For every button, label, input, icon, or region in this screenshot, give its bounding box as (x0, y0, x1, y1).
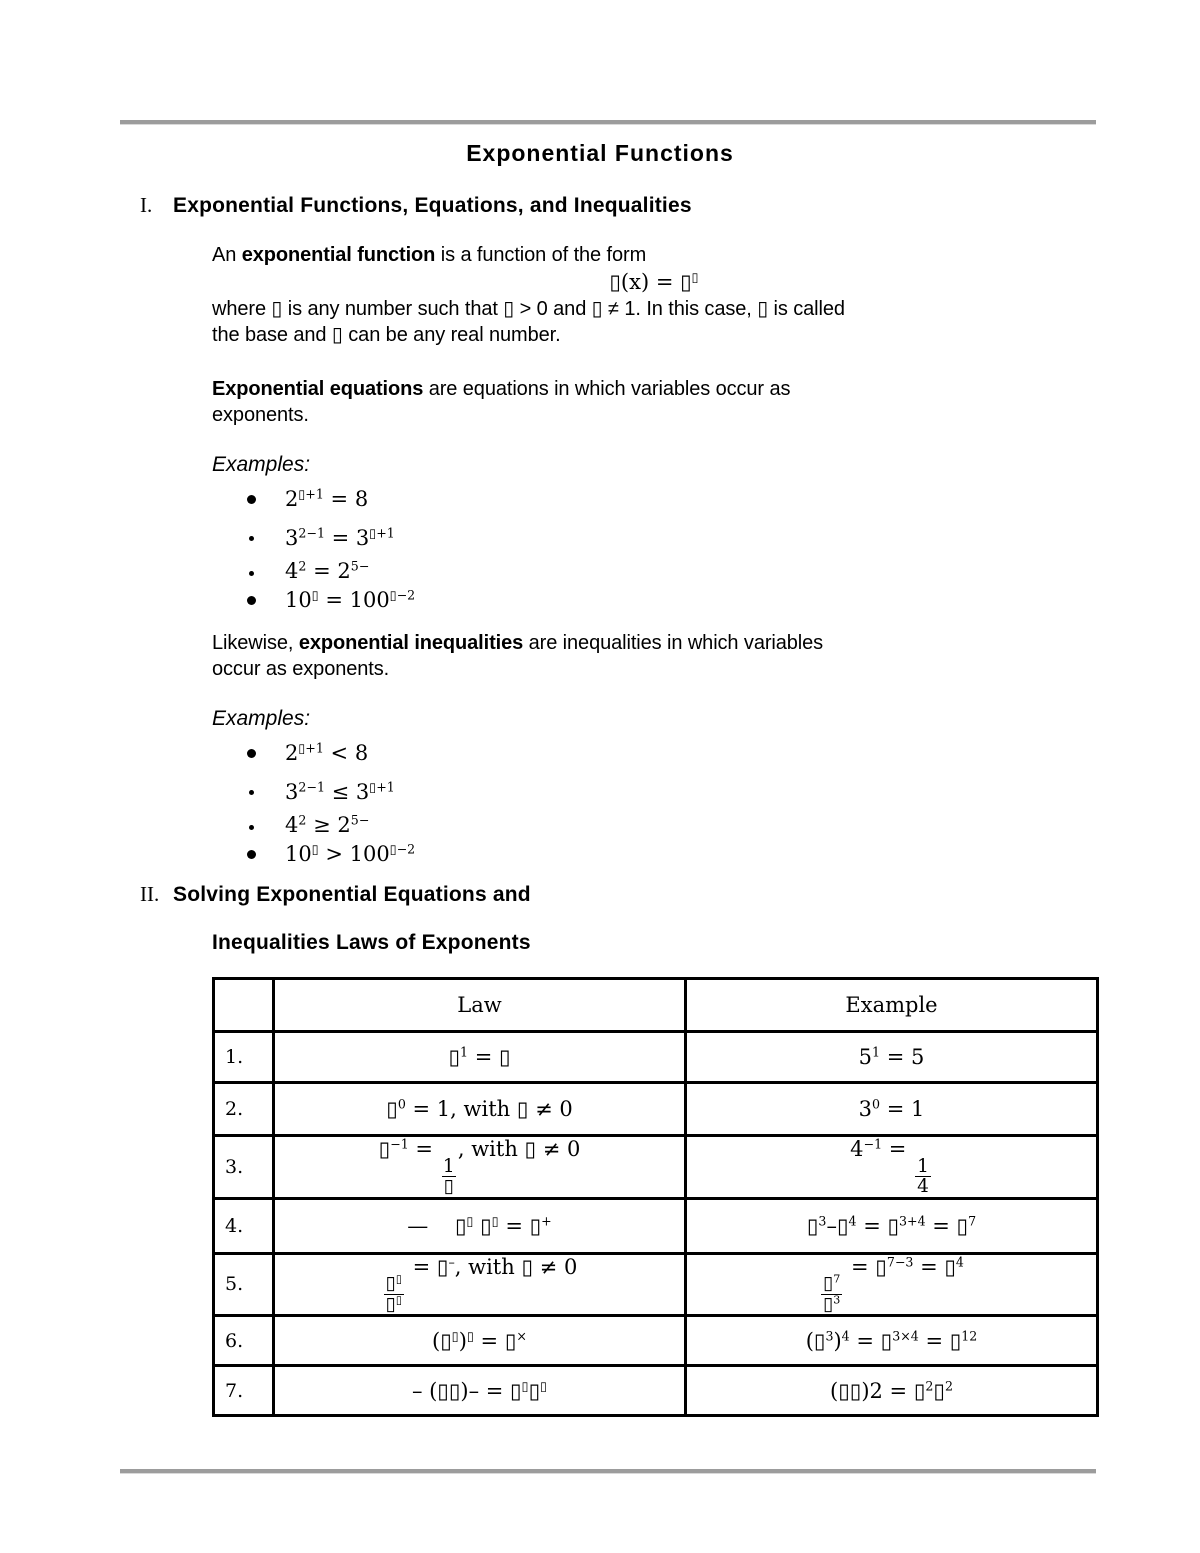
example-cell: $5^1 = 5$ (686, 1032, 1098, 1083)
law-cell: ▯$^0$ = 1, with ▯ ≠ 0 (274, 1083, 686, 1136)
inequalities-text-pre: Likewise, (212, 632, 299, 654)
fraction-numerator: ▯▯ (385, 1272, 402, 1295)
table-row (214, 1366, 1098, 1416)
table-row (214, 1198, 1098, 1253)
bullet-icon (249, 825, 254, 830)
example-cell: ▯$^3$–▯$^4$ = ▯$^{3+4}$ = ▯$^7$ (686, 1198, 1098, 1253)
equations-examples-label: Examples: (212, 453, 311, 476)
row-number: 2. (214, 1083, 274, 1136)
fraction (384, 1274, 404, 1314)
fraction (915, 1157, 931, 1197)
section-1-numeral: I. (140, 193, 153, 217)
table-header-number (214, 979, 274, 1032)
example-cell (686, 1253, 1098, 1316)
table-header-law: Law (274, 979, 686, 1032)
equation-example-item (285, 558, 1096, 585)
table-row (214, 1136, 1098, 1199)
section-2-title-line2: Inequalities Laws of Exponents (212, 931, 531, 954)
table-row (214, 1316, 1098, 1366)
table-row (214, 1083, 1098, 1136)
inequality-example-item (285, 738, 1096, 769)
example-cell: $3^0 = 1$ (686, 1083, 1098, 1136)
equations-examples-list (212, 484, 1096, 616)
intro-bold-term: exponential function (241, 244, 436, 266)
law-cell: ▯$^1$ = ▯ (274, 1032, 686, 1083)
fraction-denominator: ▯▯ (385, 1293, 402, 1315)
equation-example-text: $10^▯ = 100^{▯-2}$ (285, 587, 416, 612)
section-1-heading-row (140, 193, 1200, 218)
bullet-icon (249, 536, 254, 541)
inequality-example-text: $4^2 \ge 2^{5-}$ (285, 812, 370, 837)
inequalities-bold-term: exponential inequalities (298, 632, 524, 654)
law-cell: — ▯▯ ▯▯ = ▯+ (274, 1198, 686, 1253)
section-2-numeral: II. (140, 882, 160, 906)
fraction-numerator: 1 (442, 1155, 455, 1177)
law-text-post: = ▯–, with ▯ ≠ 0 (405, 1254, 578, 1279)
law-cell: (▯▯)▯ = ▯× (274, 1316, 686, 1366)
fraction (821, 1274, 842, 1314)
bottom-rule (120, 1469, 1096, 1473)
law-text-pre: ▯$^{-1}$ = (378, 1136, 440, 1161)
law-cell (274, 1136, 686, 1199)
inequality-example-item (285, 812, 1096, 839)
fraction (442, 1157, 456, 1197)
inequality-example-item (285, 839, 1096, 870)
fraction-numerator: ▯$^7$ (823, 1272, 841, 1295)
inequalities-text-line2: occur as exponents. (212, 658, 390, 680)
equation-example-text: $2^{▯+1} = 8$ (285, 486, 369, 511)
equation-example-text: $4^2 = 2^{5-}$ (285, 558, 370, 583)
row-number: 7. (214, 1366, 274, 1416)
section-1-title: Exponential Functions, Equations, and Inequalities (173, 194, 692, 217)
fraction-denominator: ▯$^3$ (823, 1293, 841, 1315)
table-row (214, 1253, 1098, 1316)
table-header-row (214, 979, 1098, 1032)
example-cell: (▯$^3$)$^4$ = ▯$^{3\times 4}$ = ▯$^{12}$ (686, 1316, 1098, 1366)
intro-paragraph (212, 242, 1096, 268)
example-text-post: = ▯$^{7-3}$ = ▯$^4$ (844, 1254, 964, 1279)
equation-example-text: $3^{2-1} = 3^{▯+1}$ (285, 525, 395, 550)
law-text-post: , with ▯ ≠ 0 (457, 1137, 581, 1161)
row-number: 1. (214, 1032, 274, 1083)
section-2-heading-row (140, 882, 1200, 907)
equation-example-item (285, 585, 1096, 616)
row-number: 4. (214, 1198, 274, 1253)
bullet-icon (247, 596, 256, 605)
bullet-icon (247, 495, 256, 504)
law-cell (274, 1253, 686, 1316)
equations-definition-paragraph (212, 376, 1096, 428)
row-number: 6. (214, 1316, 274, 1366)
bullet-icon (249, 571, 254, 576)
document-title: Exponential Functions (466, 140, 734, 166)
inequalities-text-line1: are inequalities in which variables (523, 632, 824, 654)
inequality-example-text: $3^{2-1} \le 3^{▯+1}$ (285, 779, 395, 804)
equations-bold-term: Exponential equations (212, 378, 424, 400)
bullet-icon (247, 850, 256, 859)
equation-example-item (285, 484, 1096, 515)
laws-of-exponents-table (212, 977, 1099, 1417)
inequality-example-text: $2^{▯+1} < 8$ (285, 740, 369, 765)
row-number: 3. (214, 1136, 274, 1199)
fraction-numerator: 1 (917, 1155, 929, 1177)
function-form-formula: ▯(x) = ▯▯ (609, 269, 699, 294)
inequality-example-item (285, 777, 1096, 808)
example-cell (686, 1136, 1098, 1199)
base-definition-line1: where ▯ is any number such that ▯ > 0 and ▯ ≠ 1. In this case, ▯ is called (212, 298, 845, 320)
bullet-icon (247, 749, 256, 758)
intro-text-pre: An (212, 244, 242, 266)
base-definition-paragraph (212, 296, 1096, 348)
example-text-pre: $4^{-1}$ = (850, 1136, 914, 1161)
row-number: 5. (214, 1253, 274, 1316)
fraction-denominator: ▯ (443, 1176, 454, 1198)
table-row (214, 1032, 1098, 1083)
equations-text-line2: exponents. (212, 404, 309, 426)
inequalities-examples-list (212, 738, 1096, 870)
equations-text-line1: are equations in which variables occur as (423, 378, 791, 400)
inequality-example-text: $10^▯ > 100^{▯-2}$ (285, 841, 416, 866)
example-cell: (▯▯)2 = ▯$^2$▯$^2$ (686, 1366, 1098, 1416)
bullet-icon (249, 790, 254, 795)
intro-text-post: is a function of the form (435, 244, 647, 266)
fraction-denominator: 4 (917, 1176, 929, 1198)
inequalities-examples-label: Examples: (212, 707, 311, 730)
base-definition-line2: the base and ▯ can be any real number. (212, 324, 561, 346)
section-1-content (212, 242, 1096, 870)
top-rule (120, 120, 1096, 124)
inequalities-definition-paragraph (212, 630, 1096, 682)
table-header-example: Example (686, 979, 1098, 1032)
equation-example-item (285, 523, 1096, 554)
law-cell: – (▯▯)– = ▯▯▯▯ (274, 1366, 686, 1416)
section-2-title-line1: Solving Exponential Equations and (173, 883, 531, 906)
